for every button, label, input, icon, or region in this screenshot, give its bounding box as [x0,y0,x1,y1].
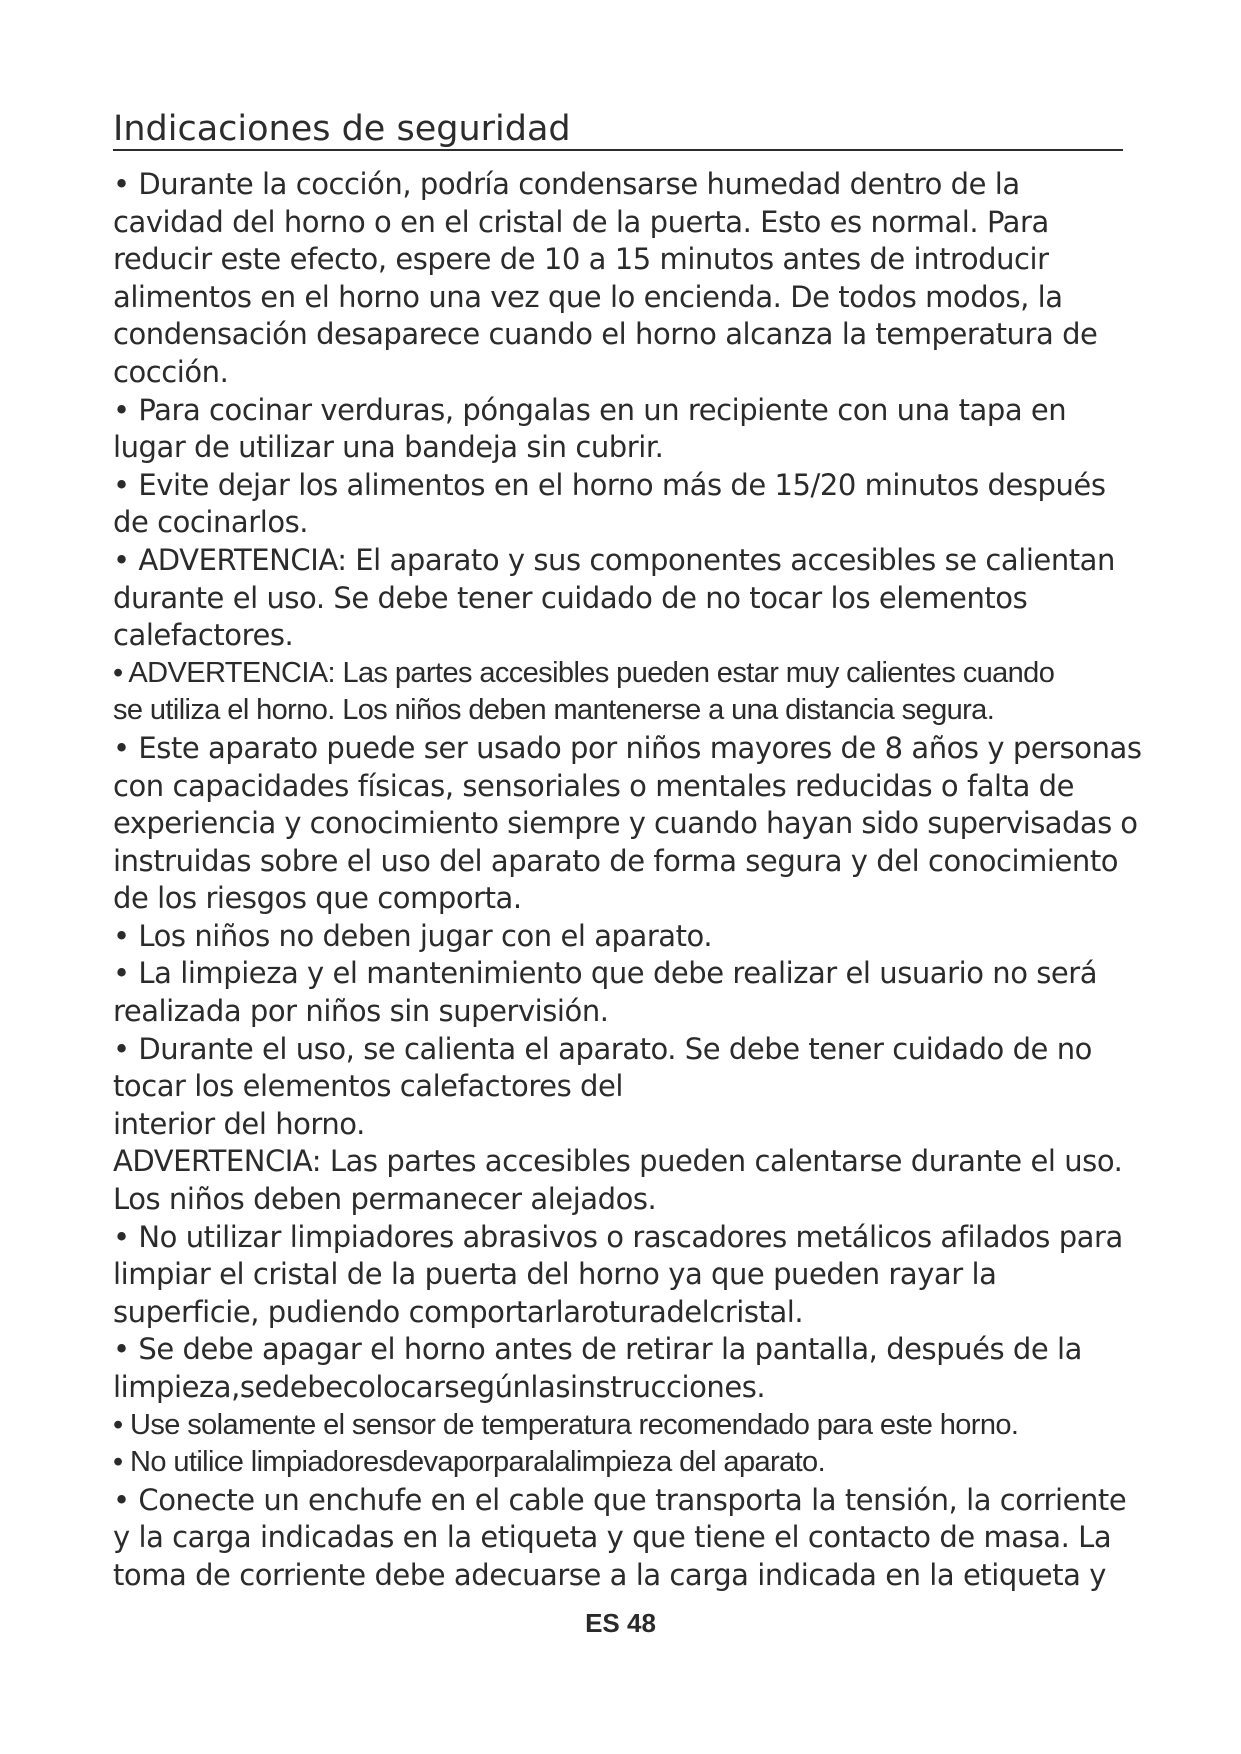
text-line: cocción. [113,354,229,389]
text-line: superficie, pudiendo comportarlaroturadelcristal. [113,1294,804,1329]
text-line: • Los niños no deben jugar con el aparato. [113,918,713,953]
text-line: interior del horno. [113,1106,365,1141]
heading-underline [113,149,1123,151]
text-line: • Durante la cocción, podría condensarse humedad dentro de la [113,167,1020,201]
text-line: • Este aparato puede ser usado por niños mayores de 8 años y personas [113,730,1142,765]
text-line: • La limpieza y el mantenimiento que debe realizar el usuario no será [113,956,1098,991]
text-line: • Evite dejar los alimentos en el horno más de 15/20 minutos después [113,467,1106,502]
text-line: calefactores. [113,618,294,653]
text-line: toma de corriente debe adecuarse a la carga indicada en la etiqueta y [113,1557,1106,1592]
safety-text [113,166,1143,1595]
text-line: de cocinarlos. [113,505,309,540]
text-line: experiencia y conocimiento siempre y cuando hayan sido supervisadas o [113,806,1138,841]
text-line: • ADVERTENCIA: Las partes accesibles pueden estar muy calientes cuando [113,656,1055,689]
text-line: alimentos en el horno una vez que lo encienda. De todos modos, la [113,279,1063,314]
text-line: limpieza,sedebecolocarsegúnlasinstrucciones. [113,1370,766,1404]
text-line: de los riesgos que comporta. [113,881,522,916]
text-line: • No utilice limpiadoresdevaporparalalimpieza del aparato. [113,1446,826,1479]
text-line: • Conecte un enchufe en el cable que transporta la tensión, la corriente [113,1482,1127,1517]
text-line: • Durante el uso, se calienta el aparato. Se debe tener cuidado de no [113,1031,1092,1066]
text-line: y la carga indicadas en la etiqueta y que tiene el contacto de masa. La [113,1520,1112,1555]
text-line: • Se debe apagar el horno antes de retirar la pantalla, después de la [113,1332,1082,1367]
text-line: • No utilizar limpiadores abrasivos o rascadores metálicos afilados para [113,1219,1123,1254]
text-line: realizada por niños sin supervisión. [113,994,609,1029]
text-line: se utiliza el horno. Los niños deben mantenerse a una distancia segura. [113,694,995,727]
text-line: limpiar el cristal de la puerta del horno ya que pueden rayar la [113,1257,997,1292]
text-line: instruidas sobre el uso del aparato de forma segura y del conocimiento [113,843,1119,878]
text-line: con capacidades físicas, sensoriales o mentales reducidas o falta de [113,768,1075,803]
text-line: condensación desaparece cuando el horno alcanza la temperatura de [113,317,1098,352]
section-heading: Indicaciones de seguridad [113,109,571,149]
text-line: durante el uso. Se debe tener cuidado de no tocar los elementos [113,580,1028,615]
text-line: • Use solamente el sensor de temperatura recomendado para este horno. [113,1408,1019,1441]
text-line: ADVERTENCIA: Las partes accesibles pueden calentarse durante el uso. [113,1144,1123,1179]
text-line: Los niños deben permanecer alejados. [113,1182,657,1217]
section-header [113,108,1123,154]
text-line: cavidad del horno o en el cristal de la puerta. Esto es normal. Para [113,204,1049,239]
text-line: • Para cocinar verduras, póngalas en un recipiente con una tapa en [113,392,1067,427]
text-line: reducir este efecto, espere de 10 a 15 minutos antes de introducir [113,242,1049,277]
text-line: • ADVERTENCIA: El aparato y sus componentes accesibles se calientan [113,542,1115,577]
text-line: lugar de utilizar una bandeja sin cubrir. [113,430,664,465]
text-line: tocar los elementos calefactores del [113,1069,623,1104]
page-number: ES 48 [585,1608,656,1638]
